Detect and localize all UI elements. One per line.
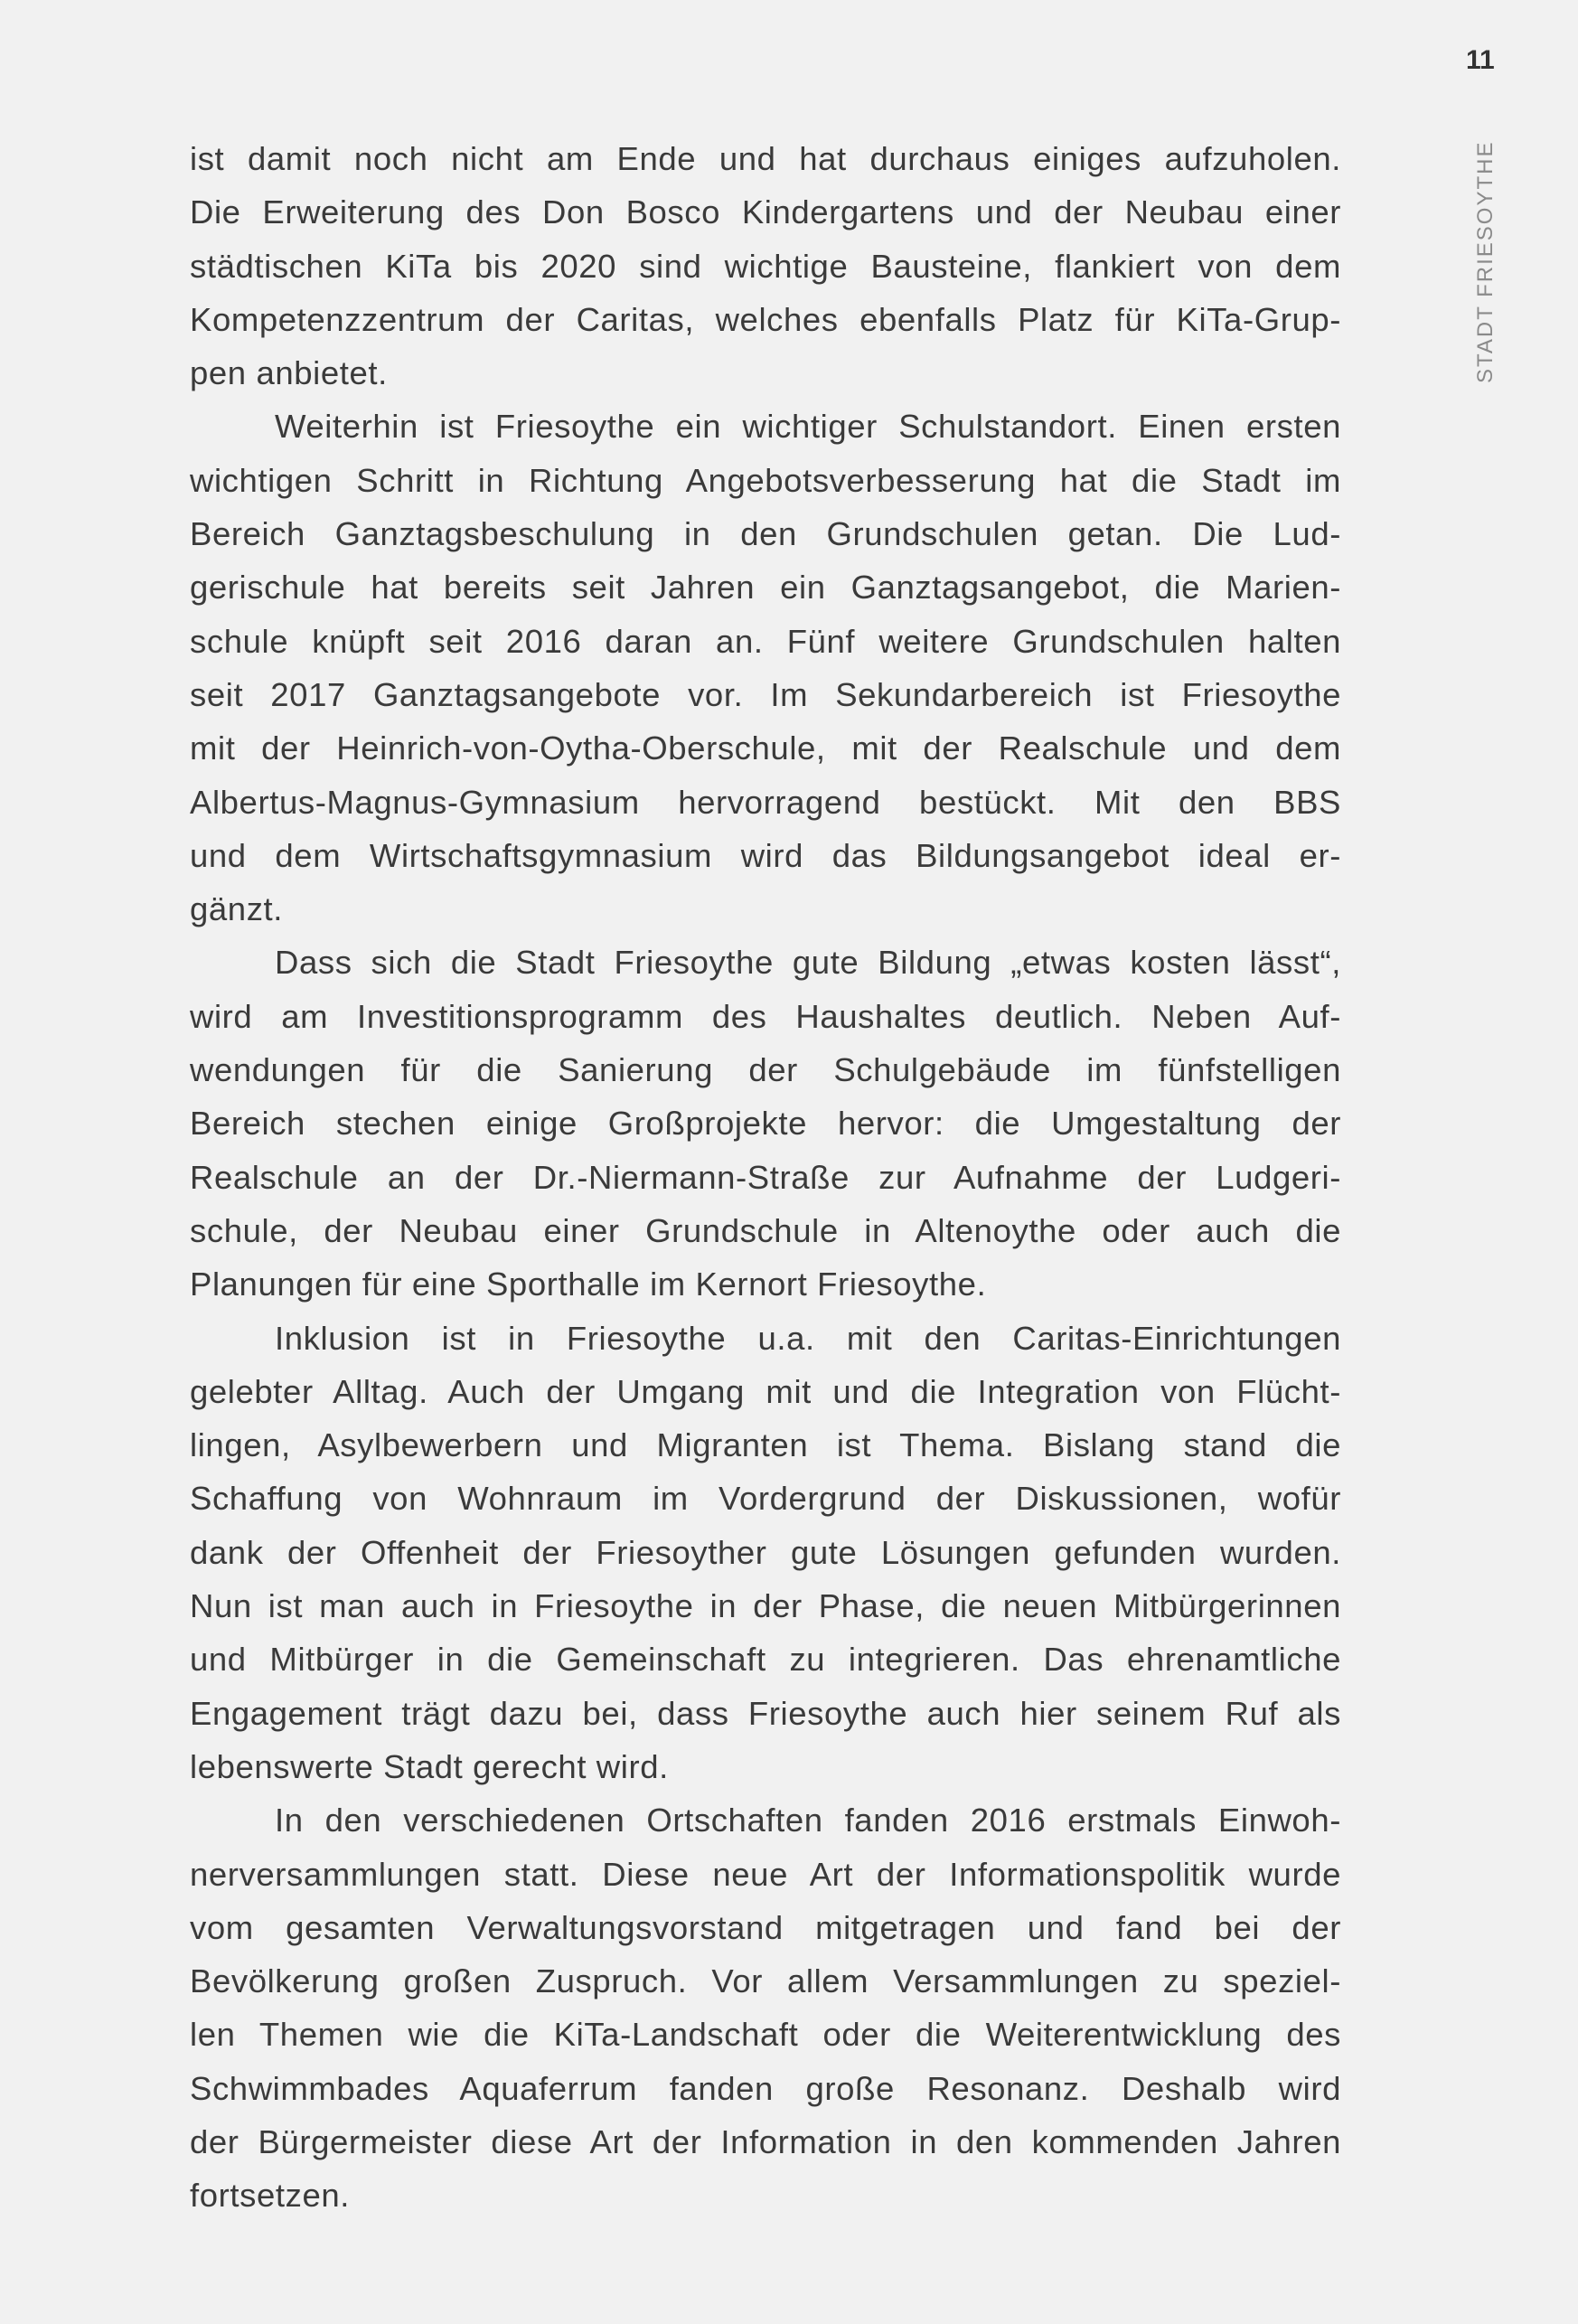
text-line: gänzt. xyxy=(190,890,284,928)
text-line: Inklusion ist in Friesoythe u.a. mit den Caritas-Einrichtungen xyxy=(275,1319,1341,1357)
text-line: mit der Heinrich-von-Oytha-Oberschule, mit der Realschule und dem xyxy=(190,729,1341,767)
text-line: gerischule hat bereits seit Jahren ein Ganztagsangebot, die Marien- xyxy=(190,569,1341,607)
text-line: der Bürgermeister diese Art der Information in den kommenden Jahren xyxy=(190,2122,1341,2160)
text-line: schule knüpft seit 2016 daran an. Fünf weitere Grundschulen halten xyxy=(190,622,1341,660)
text-line: städtischen KiTa bis 2020 sind wichtige Bausteine, flankiert von dem xyxy=(190,247,1341,285)
text-line: Engagement trägt dazu bei, dass Friesoythe auch hier seinem Ruf als xyxy=(190,1694,1341,1732)
text-line: nerversammlungen statt. Diese neue Art der Informationspolitik wurde xyxy=(190,1855,1341,1893)
text-line: ist damit noch nicht am Ende und hat durchaus einiges aufzuholen. xyxy=(190,140,1341,177)
text-line: Die Erweiterung des Don Bosco Kindergartens und der Neubau einer xyxy=(190,193,1341,231)
text-line: wichtigen Schritt in Richtung Angebotsverbesserung hat die Stadt im xyxy=(190,461,1341,499)
paragraph xyxy=(190,1312,1341,1794)
text-line: Schaffung von Wohnraum im Vordergrund der Diskussionen, wofür xyxy=(190,1480,1341,1518)
text-line: Bereich Ganztagsbeschulung in den Grundschulen getan. Die Lud- xyxy=(190,515,1341,553)
paragraph xyxy=(190,400,1341,936)
text-line: Schwimmbades Aquaferrum fanden große Resonanz. Deshalb wird xyxy=(190,2069,1341,2107)
text-line: lebenswerte Stadt gerecht wird. xyxy=(190,1747,669,1785)
text-line: und dem Wirtschaftsgymnasium wird das Bildungsangebot ideal er- xyxy=(190,836,1341,874)
text-line: Bereich stechen einige Großprojekte hervor: die Umgestaltung der xyxy=(190,1105,1341,1143)
text-line: und Mitbürger in die Gemeinschaft zu integrieren. Das ehrenamtliche xyxy=(190,1641,1341,1679)
paragraph xyxy=(190,132,1341,400)
page-number: 11 xyxy=(1466,45,1495,75)
text-line: dank der Offenheit der Friesoyther gute Lösungen gefunden wurden. xyxy=(190,1533,1341,1571)
body-text xyxy=(190,132,1341,2223)
text-line: pen anbietet. xyxy=(190,354,388,392)
text-line: len Themen wie die KiTa-Landschaft oder die Weiterentwicklung des xyxy=(190,2016,1341,2054)
paragraph xyxy=(190,936,1341,1311)
text-line: Albertus-Magnus-Gymnasium hervorragend bestückt. Mit den BBS xyxy=(190,783,1341,821)
text-line: seit 2017 Ganztagsangebote vor. Im Sekundarbereich ist Friesoythe xyxy=(190,675,1341,713)
text-line: Planungen für eine Sporthalle im Kernort Friesoythe. xyxy=(190,1265,987,1303)
text-line: Nun ist man auch in Friesoythe in der Phase, die neuen Mitbürgerinnen xyxy=(190,1587,1341,1625)
running-header-vertical: STADT FRIESOYTHE xyxy=(1473,140,1498,384)
text-line: Dass sich die Stadt Friesoythe gute Bildung „etwas kosten lässt“, xyxy=(275,944,1341,982)
text-line: Bevölkerung großen Zuspruch. Vor allem Versammlungen zu speziel- xyxy=(190,1962,1341,2000)
paragraph xyxy=(190,1793,1341,2222)
text-line: Kompetenzzentrum der Caritas, welches ebenfalls Platz für KiTa-Grup- xyxy=(190,300,1341,338)
text-line: lingen, Asylbewerbern und Migranten ist Thema. Bislang stand die xyxy=(190,1426,1341,1464)
text-line: Weiterhin ist Friesoythe ein wichtiger Schulstandort. Einen ersten xyxy=(275,408,1341,446)
text-line: In den verschiedenen Ortschaften fanden 2016 erstmals Einwoh- xyxy=(275,1802,1341,1839)
text-line: fortsetzen. xyxy=(190,2177,351,2215)
text-line: gelebter Alltag. Auch der Umgang mit und die Integration von Flücht- xyxy=(190,1372,1341,1410)
text-line: Realschule an der Dr.-Niermann-Straße zur Aufnahme der Ludgeri- xyxy=(190,1158,1341,1196)
text-line: wird am Investitionsprogramm des Haushaltes deutlich. Neben Auf- xyxy=(190,997,1341,1035)
text-line: wendungen für die Sanierung der Schulgebäude im fünfstelligen xyxy=(190,1051,1341,1089)
text-line: vom gesamten Verwaltungsvorstand mitgetragen und fand bei der xyxy=(190,1908,1341,1946)
text-line: schule, der Neubau einer Grundschule in Altenoythe oder auch die xyxy=(190,1211,1341,1249)
